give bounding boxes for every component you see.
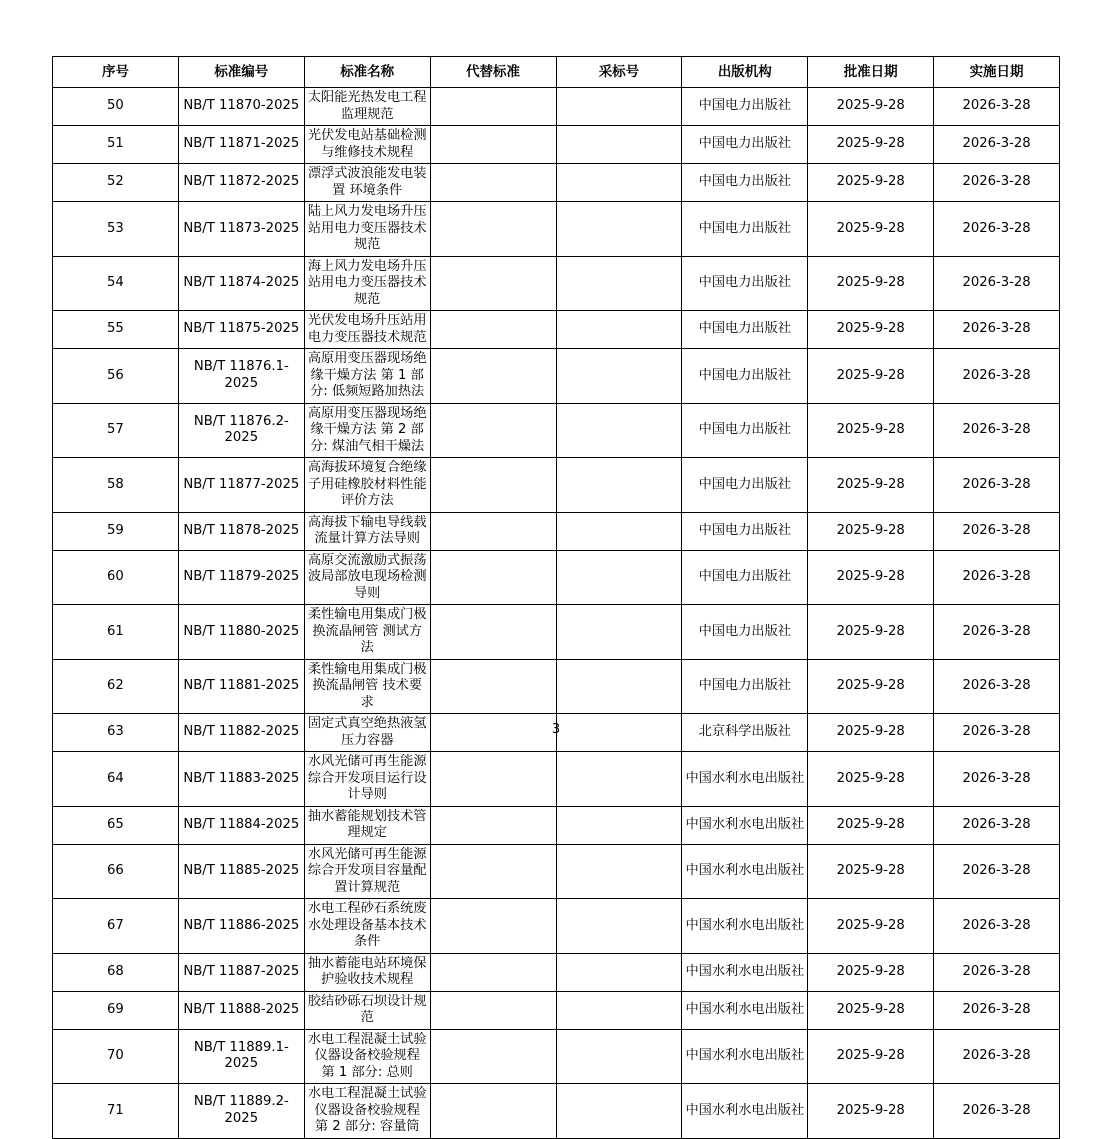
cell-replace	[430, 164, 556, 202]
cell-seq: 68	[53, 953, 179, 991]
cell-code: NB/T 11883-2025	[178, 752, 304, 807]
column-header-approve-date: 批准日期	[808, 57, 934, 88]
cell-impl-date: 2026-3-28	[934, 844, 1060, 899]
cell-code: NB/T 11881-2025	[178, 659, 304, 714]
table-row	[53, 349, 1060, 404]
cell-approve-date: 2025-9-28	[808, 953, 934, 991]
cell-approve-date: 2025-9-28	[808, 899, 934, 954]
cell-code: NB/T 11889.1-2025	[178, 1029, 304, 1084]
cell-seq: 60	[53, 550, 179, 605]
cell-seq: 51	[53, 126, 179, 164]
cell-impl-date: 2026-3-28	[934, 899, 1060, 954]
cell-name: 固定式真空绝热液氢压力容器	[304, 714, 430, 752]
cell-code: NB/T 11887-2025	[178, 953, 304, 991]
cell-code: NB/T 11888-2025	[178, 991, 304, 1029]
cell-approve-date: 2025-9-28	[808, 458, 934, 513]
cell-name: 胶结砂砾石坝设计规范	[304, 991, 430, 1029]
cell-replace	[430, 953, 556, 991]
cell-code: NB/T 11871-2025	[178, 126, 304, 164]
cell-name: 水电工程砂石系统废水处理设备基本技术条件	[304, 899, 430, 954]
cell-publisher: 中国水利水电出版社	[682, 899, 808, 954]
standards-table	[52, 56, 1060, 1139]
cell-approve-date: 2025-9-28	[808, 126, 934, 164]
cell-seq: 58	[53, 458, 179, 513]
table-row	[53, 403, 1060, 458]
cell-publisher: 中国电力出版社	[682, 256, 808, 311]
cell-impl-date: 2026-3-28	[934, 256, 1060, 311]
cell-adopt	[556, 659, 682, 714]
table-row	[53, 202, 1060, 257]
cell-replace	[430, 349, 556, 404]
cell-adopt	[556, 550, 682, 605]
cell-seq: 69	[53, 991, 179, 1029]
table-row	[53, 659, 1060, 714]
table-row	[53, 458, 1060, 513]
cell-impl-date: 2026-3-28	[934, 349, 1060, 404]
cell-name: 陆上风力发电场升压站用电力变压器技术规范	[304, 202, 430, 257]
cell-adopt	[556, 806, 682, 844]
cell-seq: 59	[53, 512, 179, 550]
table-row	[53, 752, 1060, 807]
cell-impl-date: 2026-3-28	[934, 991, 1060, 1029]
cell-name: 高海拔环境复合绝缘子用硅橡胶材料性能评价方法	[304, 458, 430, 513]
cell-replace	[430, 752, 556, 807]
table-row	[53, 806, 1060, 844]
cell-replace	[430, 311, 556, 349]
cell-seq: 67	[53, 899, 179, 954]
cell-approve-date: 2025-9-28	[808, 550, 934, 605]
cell-name: 太阳能光热发电工程监理规范	[304, 88, 430, 126]
cell-seq: 71	[53, 1084, 179, 1139]
cell-code: NB/T 11875-2025	[178, 311, 304, 349]
cell-adopt	[556, 844, 682, 899]
cell-approve-date: 2025-9-28	[808, 1084, 934, 1139]
cell-adopt	[556, 899, 682, 954]
cell-approve-date: 2025-9-28	[808, 349, 934, 404]
cell-adopt	[556, 202, 682, 257]
cell-name: 海上风力发电场升压站用电力变压器技术规范	[304, 256, 430, 311]
cell-seq: 57	[53, 403, 179, 458]
cell-impl-date: 2026-3-28	[934, 512, 1060, 550]
cell-replace	[430, 991, 556, 1029]
cell-seq: 52	[53, 164, 179, 202]
cell-name: 抽水蓄能电站环境保护验收技术规程	[304, 953, 430, 991]
page-number: 3	[551, 722, 561, 737]
column-header-name: 标准名称	[304, 57, 430, 88]
cell-seq: 65	[53, 806, 179, 844]
cell-name: 水电工程混凝土试验仪器设备校验规程 第 2 部分: 容量筒	[304, 1084, 430, 1139]
table-row	[53, 88, 1060, 126]
cell-name: 高海拔下输电导线载流量计算方法导则	[304, 512, 430, 550]
cell-publisher: 中国水利水电出版社	[682, 1029, 808, 1084]
cell-code: NB/T 11889.2-2025	[178, 1084, 304, 1139]
cell-adopt	[556, 349, 682, 404]
cell-impl-date: 2026-3-28	[934, 752, 1060, 807]
cell-name: 水风光储可再生能源综合开发项目容量配置计算规范	[304, 844, 430, 899]
cell-approve-date: 2025-9-28	[808, 659, 934, 714]
cell-replace	[430, 806, 556, 844]
cell-publisher: 北京科学出版社	[682, 714, 808, 752]
cell-seq: 63	[53, 714, 179, 752]
cell-seq: 53	[53, 202, 179, 257]
cell-code: NB/T 11873-2025	[178, 202, 304, 257]
cell-publisher: 中国水利水电出版社	[682, 844, 808, 899]
cell-impl-date: 2026-3-28	[934, 88, 1060, 126]
cell-name: 高原用变压器现场绝缘干燥方法 第 2 部分: 煤油气相干燥法	[304, 403, 430, 458]
cell-code: NB/T 11870-2025	[178, 88, 304, 126]
cell-adopt	[556, 991, 682, 1029]
cell-impl-date: 2026-3-28	[934, 1084, 1060, 1139]
cell-replace	[430, 1084, 556, 1139]
table-row	[53, 550, 1060, 605]
cell-seq: 54	[53, 256, 179, 311]
cell-publisher: 中国电力出版社	[682, 311, 808, 349]
cell-approve-date: 2025-9-28	[808, 991, 934, 1029]
cell-name: 高原用变压器现场绝缘干燥方法 第 1 部分: 低频短路加热法	[304, 349, 430, 404]
cell-adopt	[556, 256, 682, 311]
column-header-replace: 代替标准	[430, 57, 556, 88]
table-row	[53, 512, 1060, 550]
cell-impl-date: 2026-3-28	[934, 202, 1060, 257]
cell-approve-date: 2025-9-28	[808, 311, 934, 349]
cell-adopt	[556, 311, 682, 349]
cell-approve-date: 2025-9-28	[808, 256, 934, 311]
cell-code: NB/T 11876.1-2025	[178, 349, 304, 404]
cell-approve-date: 2025-9-28	[808, 714, 934, 752]
cell-replace	[430, 458, 556, 513]
cell-replace	[430, 659, 556, 714]
cell-replace	[430, 844, 556, 899]
cell-publisher: 中国电力出版社	[682, 550, 808, 605]
cell-adopt	[556, 1029, 682, 1084]
cell-replace	[430, 88, 556, 126]
cell-publisher: 中国水利水电出版社	[682, 752, 808, 807]
cell-publisher: 中国电力出版社	[682, 126, 808, 164]
cell-name: 抽水蓄能规划技术管理规定	[304, 806, 430, 844]
cell-code: NB/T 11884-2025	[178, 806, 304, 844]
cell-name: 水风光储可再生能源综合开发项目运行设计导则	[304, 752, 430, 807]
table-row	[53, 844, 1060, 899]
cell-code: NB/T 11880-2025	[178, 605, 304, 660]
cell-impl-date: 2026-3-28	[934, 164, 1060, 202]
cell-publisher: 中国电力出版社	[682, 202, 808, 257]
cell-impl-date: 2026-3-28	[934, 714, 1060, 752]
cell-replace	[430, 1029, 556, 1084]
cell-approve-date: 2025-9-28	[808, 844, 934, 899]
cell-seq: 70	[53, 1029, 179, 1084]
cell-publisher: 中国电力出版社	[682, 164, 808, 202]
cell-replace	[430, 550, 556, 605]
table-row	[53, 164, 1060, 202]
cell-approve-date: 2025-9-28	[808, 605, 934, 660]
cell-impl-date: 2026-3-28	[934, 403, 1060, 458]
cell-seq: 50	[53, 88, 179, 126]
cell-approve-date: 2025-9-28	[808, 806, 934, 844]
cell-name: 光伏发电站基础检测与维修技术规程	[304, 126, 430, 164]
cell-adopt	[556, 752, 682, 807]
table-header	[53, 57, 1060, 88]
cell-code: NB/T 11872-2025	[178, 164, 304, 202]
table-row	[53, 991, 1060, 1029]
cell-approve-date: 2025-9-28	[808, 403, 934, 458]
cell-seq: 66	[53, 844, 179, 899]
table-row	[53, 126, 1060, 164]
cell-publisher: 中国电力出版社	[682, 512, 808, 550]
cell-adopt	[556, 1084, 682, 1139]
cell-name: 漂浮式波浪能发电装置 环境条件	[304, 164, 430, 202]
cell-code: NB/T 11879-2025	[178, 550, 304, 605]
cell-approve-date: 2025-9-28	[808, 512, 934, 550]
cell-name: 水电工程混凝土试验仪器设备校验规程 第 1 部分: 总则	[304, 1029, 430, 1084]
cell-publisher: 中国电力出版社	[682, 88, 808, 126]
cell-seq: 55	[53, 311, 179, 349]
cell-name: 高原交流激励式振荡波局部放电现场检测导则	[304, 550, 430, 605]
cell-name: 光伏发电场升压站用电力变压器技术规范	[304, 311, 430, 349]
cell-publisher: 中国水利水电出版社	[682, 953, 808, 991]
cell-adopt	[556, 403, 682, 458]
cell-code: NB/T 11885-2025	[178, 844, 304, 899]
column-header-impl-date: 实施日期	[934, 57, 1060, 88]
column-header-code: 标准编号	[178, 57, 304, 88]
cell-adopt	[556, 512, 682, 550]
cell-impl-date: 2026-3-28	[934, 659, 1060, 714]
cell-publisher: 中国电力出版社	[682, 403, 808, 458]
cell-replace	[430, 512, 556, 550]
cell-code: NB/T 11878-2025	[178, 512, 304, 550]
cell-adopt	[556, 164, 682, 202]
cell-code: NB/T 11876.2-2025	[178, 403, 304, 458]
cell-seq: 56	[53, 349, 179, 404]
cell-code: NB/T 11886-2025	[178, 899, 304, 954]
cell-impl-date: 2026-3-28	[934, 953, 1060, 991]
cell-adopt	[556, 88, 682, 126]
table-row	[53, 256, 1060, 311]
cell-publisher: 中国电力出版社	[682, 605, 808, 660]
cell-approve-date: 2025-9-28	[808, 752, 934, 807]
column-header-adopt: 采标号	[556, 57, 682, 88]
cell-name: 柔性输电用集成门极换流晶闸管 测试方法	[304, 605, 430, 660]
cell-publisher: 中国水利水电出版社	[682, 1084, 808, 1139]
table-row	[53, 899, 1060, 954]
cell-replace	[430, 256, 556, 311]
table-row	[53, 605, 1060, 660]
cell-impl-date: 2026-3-28	[934, 311, 1060, 349]
column-header-publisher: 出版机构	[682, 57, 808, 88]
cell-approve-date: 2025-9-28	[808, 88, 934, 126]
cell-adopt	[556, 458, 682, 513]
cell-approve-date: 2025-9-28	[808, 164, 934, 202]
cell-code: NB/T 11882-2025	[178, 714, 304, 752]
cell-name: 柔性输电用集成门极换流晶闸管 技术要求	[304, 659, 430, 714]
cell-impl-date: 2026-3-28	[934, 458, 1060, 513]
cell-impl-date: 2026-3-28	[934, 550, 1060, 605]
table-row	[53, 1029, 1060, 1084]
table-row	[53, 953, 1060, 991]
table-header-row	[53, 57, 1060, 88]
cell-seq: 61	[53, 605, 179, 660]
cell-adopt	[556, 953, 682, 991]
table-row	[53, 311, 1060, 349]
cell-impl-date: 2026-3-28	[934, 806, 1060, 844]
cell-approve-date: 2025-9-28	[808, 1029, 934, 1084]
cell-replace	[430, 899, 556, 954]
cell-code: NB/T 11877-2025	[178, 458, 304, 513]
cell-publisher: 中国电力出版社	[682, 458, 808, 513]
cell-impl-date: 2026-3-28	[934, 605, 1060, 660]
cell-replace	[430, 403, 556, 458]
cell-publisher: 中国水利水电出版社	[682, 806, 808, 844]
cell-seq: 64	[53, 752, 179, 807]
cell-impl-date: 2026-3-28	[934, 126, 1060, 164]
cell-publisher: 中国电力出版社	[682, 349, 808, 404]
cell-publisher: 中国电力出版社	[682, 659, 808, 714]
table-body	[53, 88, 1060, 1139]
cell-publisher: 中国水利水电出版社	[682, 991, 808, 1029]
cell-replace	[430, 126, 556, 164]
cell-impl-date: 2026-3-28	[934, 1029, 1060, 1084]
cell-replace	[430, 202, 556, 257]
column-header-seq: 序号	[53, 57, 179, 88]
cell-adopt	[556, 126, 682, 164]
cell-code: NB/T 11874-2025	[178, 256, 304, 311]
cell-seq: 62	[53, 659, 179, 714]
cell-approve-date: 2025-9-28	[808, 202, 934, 257]
cell-adopt	[556, 605, 682, 660]
table-row	[53, 1084, 1060, 1139]
cell-replace	[430, 605, 556, 660]
